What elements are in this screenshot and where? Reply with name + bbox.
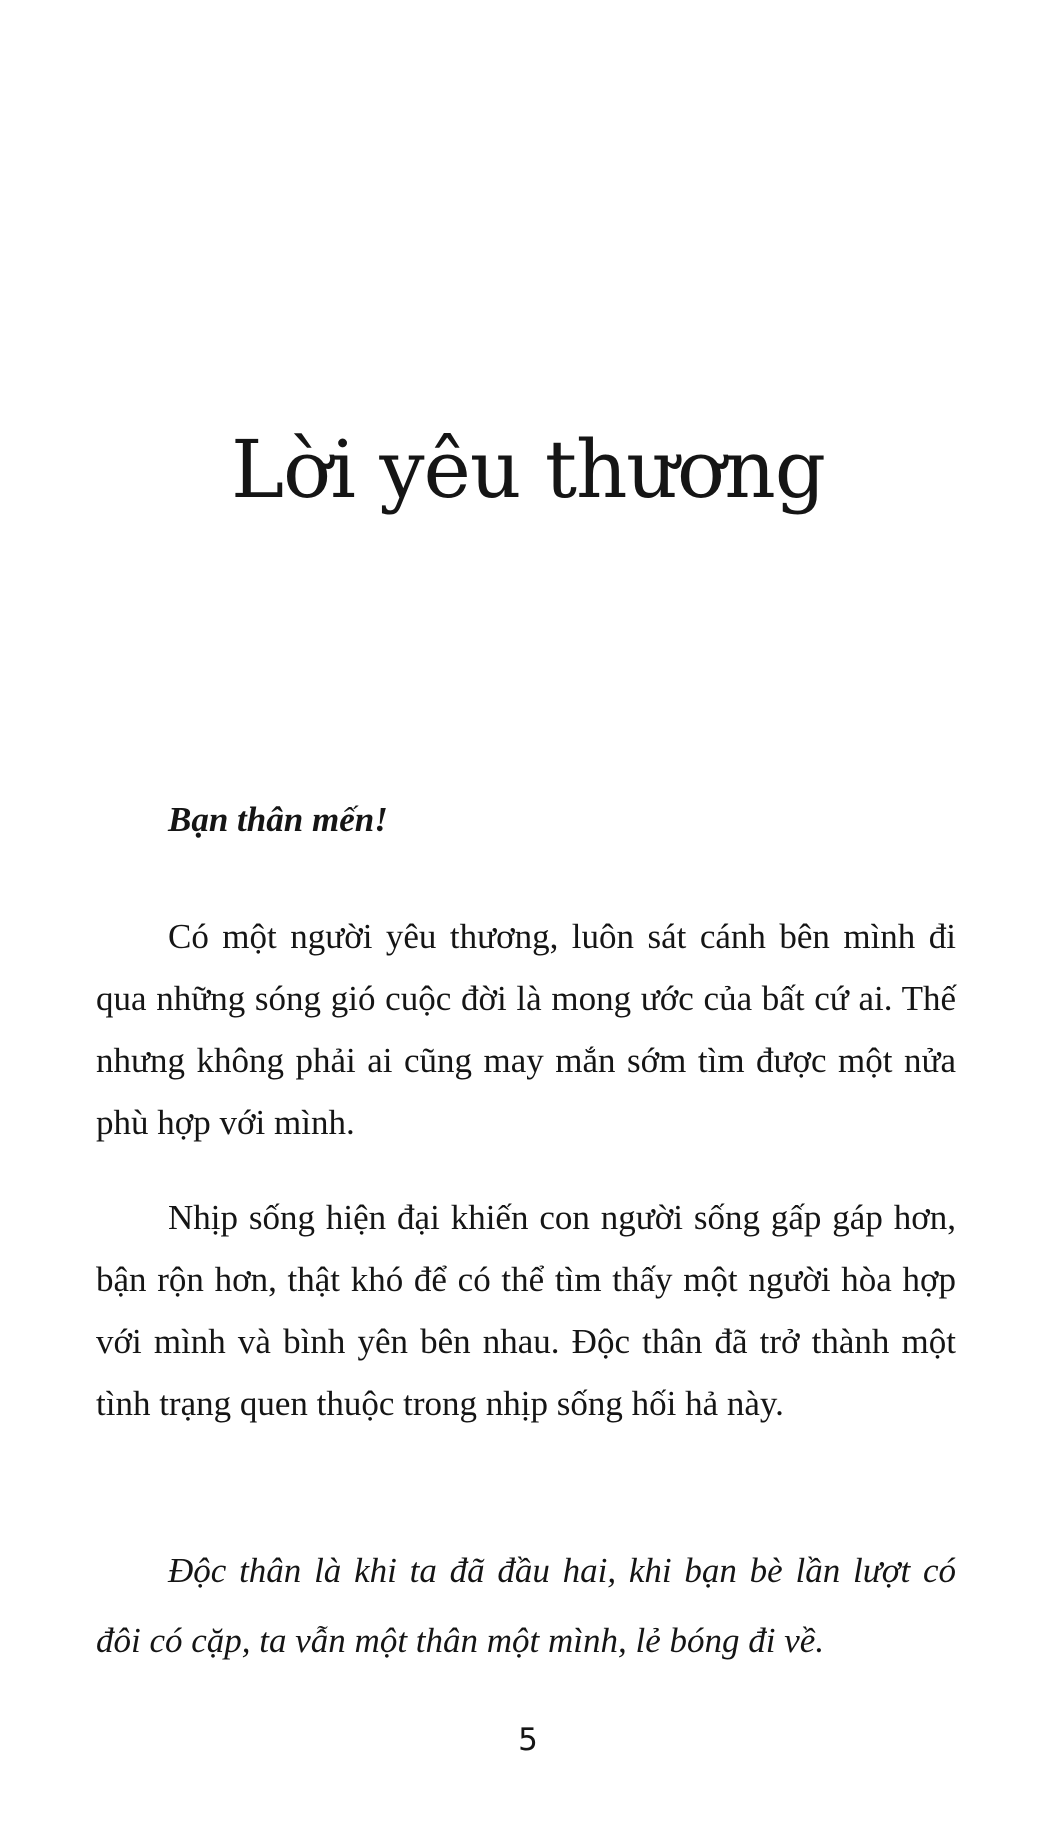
chapter-title: Lời yêu thương xyxy=(231,423,825,516)
salutation: Bạn thân mến! xyxy=(168,800,388,839)
page-number: 5 xyxy=(518,1722,538,1758)
paragraph-2: Nhịp sống hiện đại khiến con người sống gấp gáp hơn, bận rộn hơn, thật khó để có thể tìm thấy một người hòa hợp với mình và bình yên bên nhau. Độc thân đã trở thành một tình trạng quen thuộc trong nhịp sống hối hả này. xyxy=(96,1198,956,1423)
paragraph-1: Có một người yêu thương, luôn sát cánh bên mình đi qua những sóng gió cuộc đời là mong ước của bất cứ ai. Thế nhưng không phải ai cũng may mắn sớm tìm được một nửa phù hợp với mình. xyxy=(96,917,956,1142)
paragraph-3-italic: Độc thân là khi ta đã đầu hai, khi bạn bè lần lượt có đôi có cặp, ta vẫn một thân một mình, lẻ bóng đi về. xyxy=(96,1551,956,1660)
